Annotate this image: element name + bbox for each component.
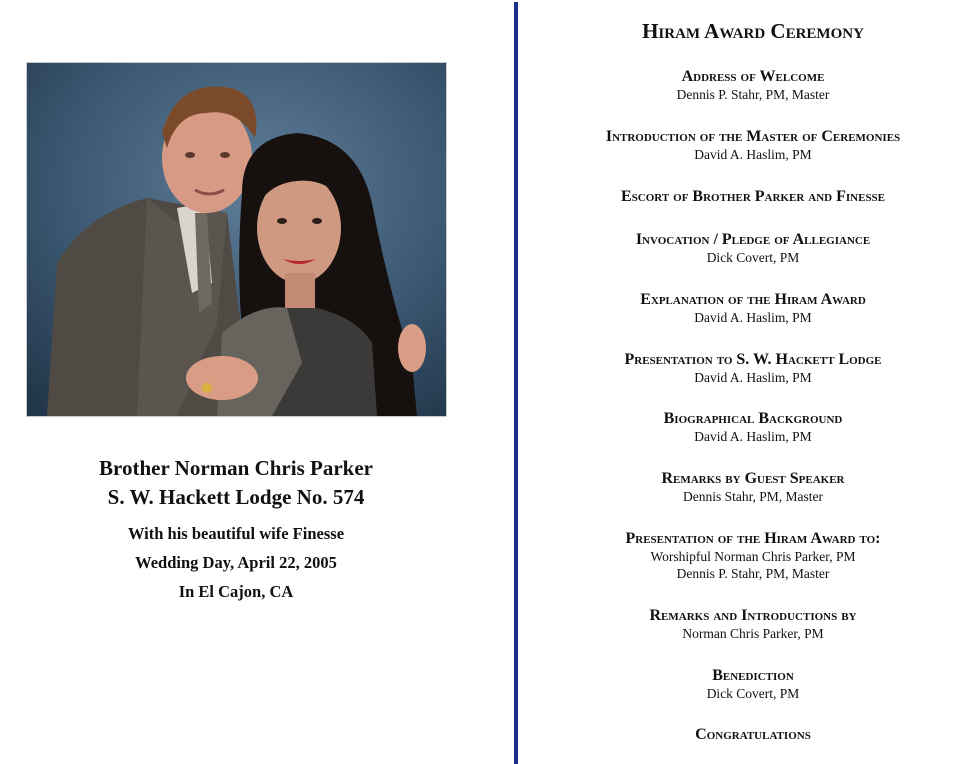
program-panel [520, 0, 978, 764]
program-item-title: Explanation of the Hiram Award [640, 291, 866, 308]
program-item [520, 350, 978, 386]
program-item-speaker: Dick Covert, PM [706, 686, 800, 701]
page-divider [514, 2, 518, 764]
honoree-name: Brother Norman Chris Parker [99, 456, 373, 480]
program-item-speaker: David A. Haslim, PM [694, 147, 812, 162]
program-item-title: Invocation / Pledge of Allegiance [635, 231, 871, 248]
couple-photo [26, 62, 447, 417]
program-item-speaker: Norman Chris Parker, PM [682, 626, 824, 641]
program-item [520, 290, 978, 326]
program-item-speaker: David A. Haslim, PM [694, 370, 812, 385]
program-item-title: Address of Welcome [681, 68, 825, 85]
program-item-speaker: Dick Covert, PM [706, 250, 800, 265]
location-line: In El Cajon, CA [178, 582, 294, 601]
program-item [520, 409, 978, 445]
program-item [520, 666, 978, 702]
program-item-title: Biographical Background [663, 410, 843, 427]
wife-line: With his beautiful wife Finesse [127, 524, 345, 543]
program-item-title: Remarks and Introductions by [649, 607, 857, 624]
program-item-title: Presentation of the Hiram Award to: [625, 530, 881, 547]
program-item [520, 127, 978, 163]
program-item [520, 469, 978, 505]
program-item-speaker: David A. Haslim, PM [694, 429, 812, 444]
program-item-title: Introduction of the Master of Ceremonies [605, 128, 901, 145]
program-title: Hiram Award Ceremony [642, 19, 864, 43]
program-item [520, 67, 978, 103]
program-item [520, 187, 978, 206]
wedding-date-line: Wedding Day, April 22, 2005 [135, 553, 337, 572]
program-item [520, 725, 978, 744]
program-item-speaker: Dennis P. Stahr, PM, Master [676, 87, 830, 102]
photo-caption [0, 454, 472, 606]
program-item-title: Congratulations [695, 726, 811, 743]
program-item-title: Escort of Brother Parker and Finesse [620, 188, 886, 205]
program-item-speaker: David A. Haslim, PM [694, 310, 812, 325]
program-item-title: Presentation to S. W. Hackett Lodge [624, 351, 882, 368]
program-item [520, 230, 978, 266]
couple-portrait-image [27, 63, 446, 416]
lodge-name: S. W. Hackett Lodge No. 574 [107, 485, 365, 509]
program-item-honoree: Worshipful Norman Chris Parker, PM [650, 549, 856, 564]
program-item-speaker: Dennis P. Stahr, PM, Master [676, 566, 830, 581]
program-item [520, 529, 978, 582]
program-item-speaker: Dennis Stahr, PM, Master [682, 489, 824, 504]
program-item [520, 606, 978, 642]
program-item-title: Benediction [712, 667, 794, 684]
program-item-title: Remarks by Guest Speaker [661, 470, 845, 487]
